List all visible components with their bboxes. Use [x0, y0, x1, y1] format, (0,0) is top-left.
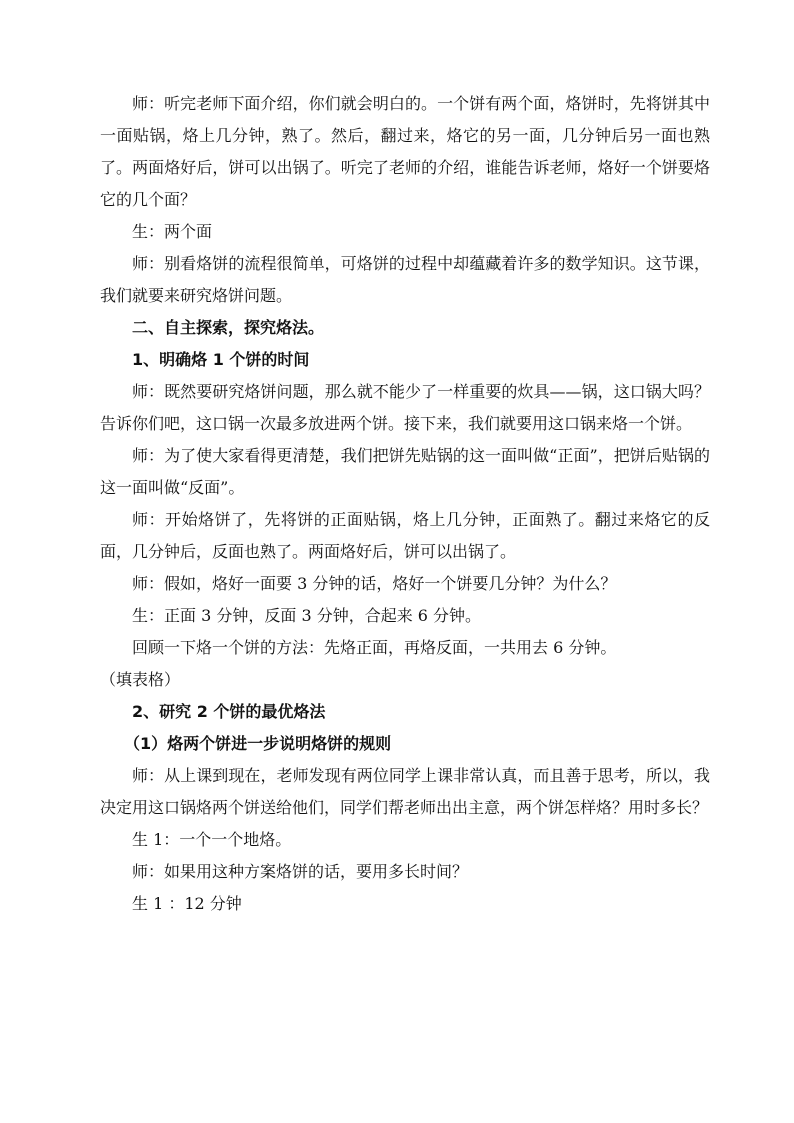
paragraph-teacher-question-minutes: 师：假如，烙好一面要 3 分钟的话，烙好一个饼要几分钟？为什么？ — [132, 574, 617, 593]
subsection-heading-one-cake: 1、明确烙 1 个饼的时间 — [132, 350, 310, 369]
paragraph-student1-twelve-minutes: 生 1 ：12 分钟 — [132, 894, 242, 913]
paragraph-fill-table: （填表格） — [100, 670, 181, 689]
paragraph-teacher-lesson-topic: 师：别看烙饼的流程很简单，可烙饼的过程中却蕴藏着许多的数学知识。这节课，我们就要来研究烙饼问题。 — [100, 254, 710, 305]
paragraph-teacher-intro: 师：听完老师下面介绍，你们就会明白的。一个饼有两个面，烙饼时，先将饼其中一面贴锅，烙上几分钟，熟了。然后，翻过来，烙它的另一面，几分钟后另一面也熟了。两面烙好后，饼可以出锅了。听完了老师的介绍，谁能告诉老师，烙好一个饼要烙它的几个面？ — [100, 94, 710, 209]
paragraph-teacher-how-long: 师：如果用这种方案烙饼的话，要用多长时间？ — [132, 862, 469, 881]
paragraph-student1-one-by-one: 生 1：一个一个地烙。 — [132, 830, 292, 849]
paragraph-teacher-two-cakes: 师：从上课到现在，老师发现有两位同学上课非常认真，而且善于思考，所以，我决定用这口锅烙两个饼送给他们，同学们帮老师出出主意，两个饼怎样烙？用时多长？ — [100, 766, 710, 817]
section-heading-explore: 二、自主探索，探究烙法。 — [132, 318, 325, 337]
paragraph-teacher-pan: 师：既然要研究烙饼问题，那么就不能少了一样重要的炊具——锅，这口锅大吗？告诉你们吧，这口锅一次最多放进两个饼。接下来，我们就要用这口锅来烙一个饼。 — [100, 382, 710, 433]
subsection-heading-two-cakes: 2、研究 2 个饼的最优烙法 — [132, 702, 326, 721]
paragraph-teacher-start-cooking: 师：开始烙饼了，先将饼的正面贴锅，烙上几分钟，正面熟了。翻过来烙它的反面，几分钟后，反面也熟了。两面烙好后，饼可以出锅了。 — [100, 510, 710, 561]
document-page — [100, 88, 710, 920]
paragraph-teacher-front-back: 师：为了使大家看得更清楚，我们把饼先贴锅的这一面叫做“正面”，把饼后贴锅的这一面叫做“反面”。 — [100, 446, 710, 497]
paragraph-review-method: 回顾一下烙一个饼的方法：先烙正面，再烙反面，一共用去 6 分钟。 — [132, 638, 617, 657]
subsubsection-heading-rules: （1）烙两个饼进一步说明烙饼的规则 — [124, 734, 392, 753]
paragraph-student-six-minutes: 生：正面 3 分钟，反面 3 分钟，合起来 6 分钟。 — [132, 606, 482, 625]
paragraph-student-answer-two-sides: 生：两个面 — [132, 222, 213, 241]
